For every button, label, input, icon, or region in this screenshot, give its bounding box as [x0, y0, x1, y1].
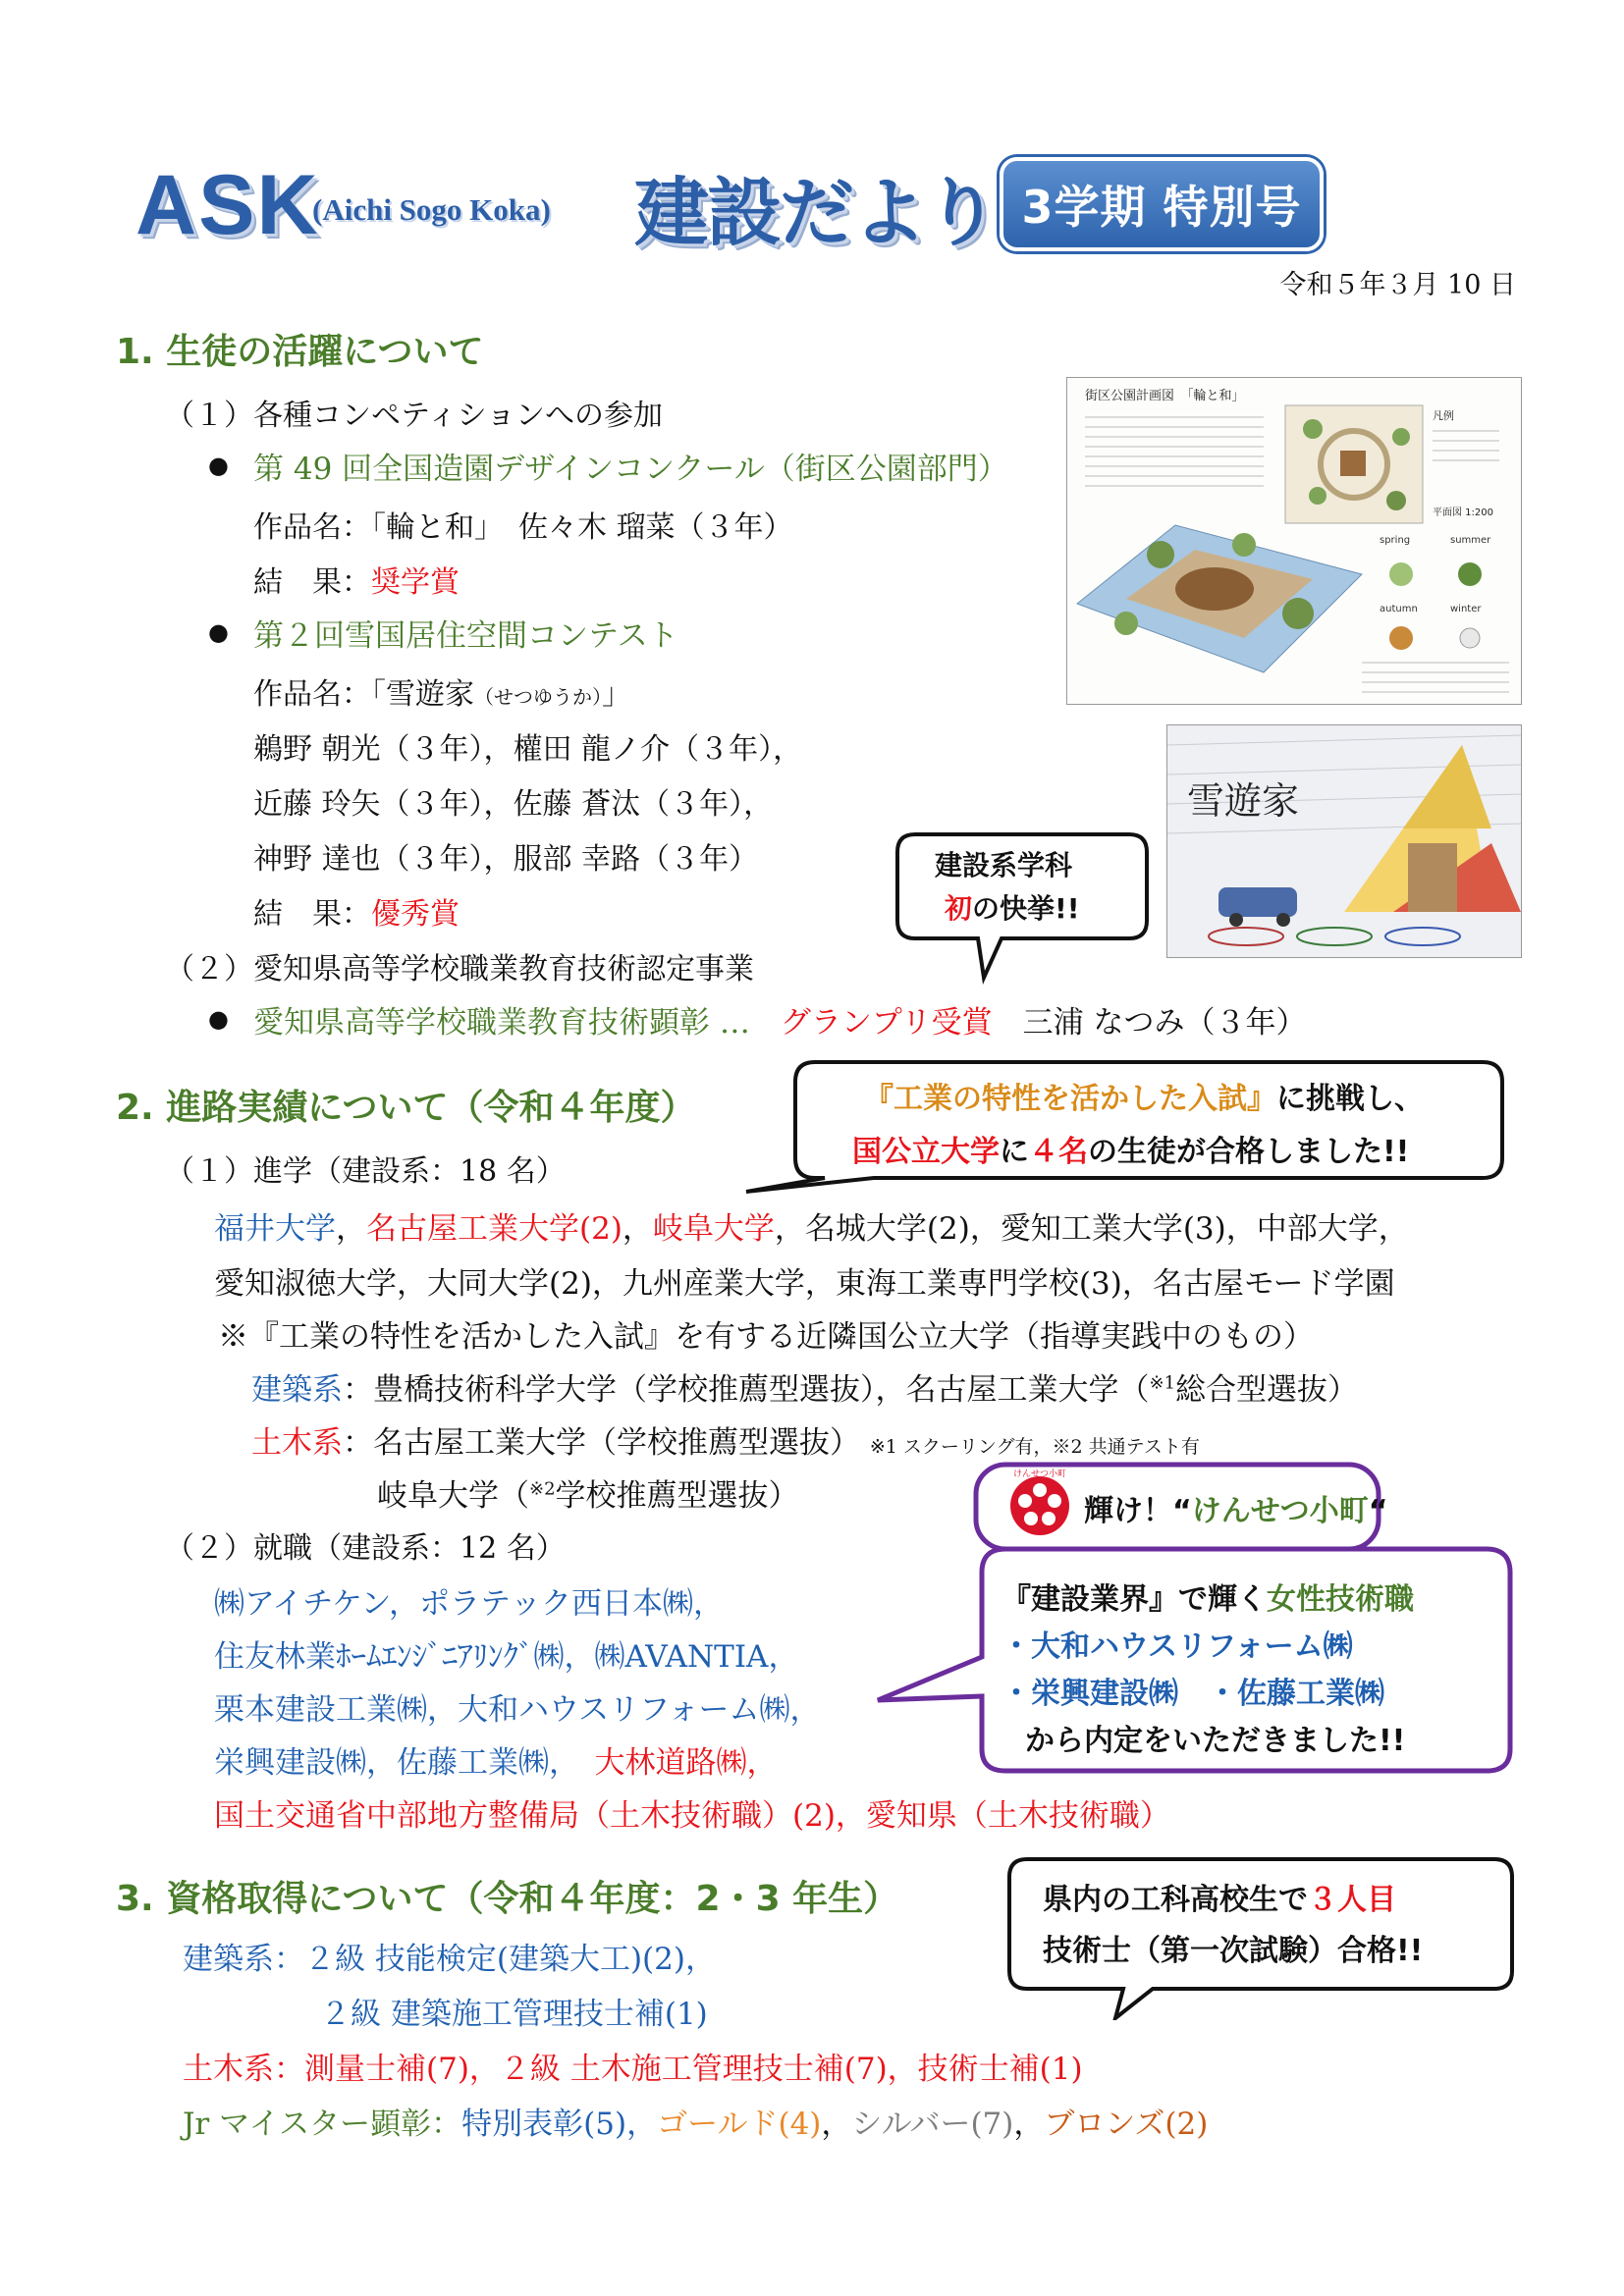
bubble-line2 [945, 887, 1080, 927]
komachi-line2 [1001, 1575, 1414, 1618]
job-line-1: ㈱アイチケン，ポラテック西日本㈱， [214, 1586, 724, 1622]
work-label: 作品名：「雪遊家 [253, 677, 474, 712]
bullet-icon: ● [208, 1005, 229, 1033]
exam-tail: に挑戦し、 [1276, 1082, 1424, 1116]
comp2-members-3: 神野 達也（３年），服部 幸路（３年） [253, 842, 759, 877]
scale-label: 平面図 1:200 [1433, 507, 1493, 518]
legend-title: 凡例 [1433, 409, 1454, 422]
sep: ， [1013, 2107, 1045, 2142]
pe-bubble-line1 [1043, 1875, 1396, 1918]
arch-label: 建築系 [251, 1372, 343, 1408]
sep: ， [336, 1211, 366, 1247]
note-mark: ※2 [529, 1478, 556, 1500]
work-ruby: （せつゆうか） [474, 685, 602, 709]
jobs-red: 大林道路㈱， [594, 1745, 778, 1781]
comp1-title: 第 49 回全国造園デザインコンクール（街区公園部門） [253, 452, 1008, 487]
female-engineers: 女性技術職 [1267, 1582, 1414, 1617]
result-label: 結 果： [253, 897, 371, 932]
exam-bubble-line1 [864, 1074, 1424, 1117]
comp2-members-2: 近藤 玲矢（３年），佐藤 蒼汰（３年）， [253, 787, 774, 822]
section2-sub1: （１）進学（建設系：18 名） [165, 1154, 566, 1189]
award-prize: グランプリ受賞 [780, 1005, 993, 1041]
season-summer: summer [1450, 535, 1491, 546]
award-title: 愛知県高等学校職業教育技術顕彰 … [253, 1005, 750, 1041]
komachi-item-2: ・栄興建設㈱ ・佐藤工業㈱ [1001, 1677, 1384, 1711]
jr-label: Jr マイスター顕彰： [183, 2107, 462, 2142]
uni-gifu: 岐阜大学 [652, 1211, 775, 1247]
exam-passed: の生徒が合格しました!! [1088, 1135, 1410, 1169]
bullet-icon: ● [208, 452, 229, 479]
jr-bronze: ブロンズ(2) [1044, 2107, 1209, 2142]
bubble-line1: 建設系学科 [935, 849, 1073, 881]
season-autumn: autumn [1380, 604, 1418, 614]
sep: ， [821, 2107, 852, 2142]
exam-bubble-line2 [852, 1127, 1409, 1170]
award-name: 三浦 なつみ（３年） [1022, 1005, 1307, 1041]
jr-gold: ゴールド(4) [657, 2107, 822, 2142]
bullet-icon: ● [208, 618, 229, 646]
comp2-title: 第２回雪国居住空間コンテスト [253, 618, 678, 654]
arch-text2: 総合型選抜） [1175, 1372, 1359, 1408]
uni-nitech: 名古屋工業大学(2) [366, 1211, 623, 1247]
national-uni: 国公立大学 [852, 1135, 1000, 1169]
section2-sub2: （２）就職（建設系：12 名） [165, 1531, 566, 1566]
civil-universities-2 [377, 1470, 799, 1515]
komachi-word: けんせつ小町 [1191, 1494, 1369, 1528]
shine-label: 輝け！“ [1084, 1494, 1192, 1528]
komachi-title [1084, 1486, 1387, 1529]
arch-cert-1: ：２級 技能検定(建築大工)(2)， [274, 1942, 716, 1977]
civil-text: ：名古屋工業大学（学校推薦型選抜） [343, 1425, 860, 1461]
quote-close: “ [1368, 1494, 1388, 1528]
figure1-title: 街区公園計画図 「輪と和」 [1085, 389, 1245, 403]
work-close: 」 [602, 677, 631, 712]
section1-heading: 1. 生徒の活躍について [116, 332, 484, 372]
gifu-text2: 学校推薦型選抜） [555, 1478, 799, 1514]
industry-text: 『建設業界』で輝く [1001, 1582, 1267, 1617]
university-line-2: 愛知淑徳大学，大同大学(2)，九州産業大学，東海工業専門学校(3)，名古屋モード学園 [214, 1266, 1395, 1302]
comp2-work [253, 669, 631, 713]
section3-heading: 3. 資格取得について（令和４年度：2・3 年生） [116, 1879, 899, 1919]
jr-silver: シルバー(7) [851, 2107, 1014, 2142]
arch-label: 建築系 [183, 1942, 274, 1977]
civil-label: 土木系 [251, 1425, 343, 1461]
komachi-emblem-icon [1003, 1467, 1076, 1539]
cert-arch-2: ２級 建築施工管理技士補(1) [320, 1997, 708, 2032]
section2-heading: 2. 進路実績について（令和４年度） [116, 1088, 696, 1128]
section1-sub2: （２）愛知県高等学校職業教育技術認定事業 [165, 952, 754, 987]
figure2-title: 雪遊家 [1187, 779, 1300, 823]
gifu-text: 岐阜大学（ [377, 1478, 529, 1514]
job-line-2: 住友林業ﾎｰﾑｴﾝｼﾞﾆｱﾘﾝｸﾞ㈱，㈱AVANTIA， [214, 1639, 799, 1675]
job-line-4 [214, 1737, 778, 1782]
comp1-result [253, 558, 460, 601]
emblem-text: けんせつ小町 [1012, 1469, 1067, 1479]
result-label: 結 果： [253, 565, 371, 600]
sep: ， [622, 1211, 653, 1247]
exam-note: ※『工業の特性を活かした入試』を有する近隣国公立大学（指導実践中のもの） [218, 1319, 1314, 1355]
issue-date: 令和５年３月 10 日 [1279, 270, 1516, 300]
jr-special: 特別表彰(5)， [461, 2107, 658, 2142]
comp1-prize: 奨学賞 [371, 565, 460, 600]
civil-footnote: ※1 スクーリング有，※2 共通テスト有 [869, 1436, 1200, 1458]
komachi-item-1: ・大和ハウスリフォーム㈱ [1001, 1629, 1353, 1664]
particle: に [1000, 1135, 1029, 1169]
snow-house-image [1166, 724, 1522, 958]
job-line-3: 栗本建設工業㈱，大和ハウスリフォーム㈱， [214, 1692, 821, 1728]
comp2-result [253, 889, 460, 933]
title-subtitle: (Aichi Sogo Koka) [312, 192, 551, 227]
first-word: 初 [945, 892, 973, 925]
comp1-work: 作品名：「輪と和」 佐々木 瑠菜（３年） [253, 510, 793, 545]
comp2-members-1: 鵜野 朝光（３年），權田 龍ノ介（３年）， [253, 732, 803, 767]
note-mark: ※1 [1149, 1372, 1176, 1394]
third-person: ３人目 [1308, 1883, 1396, 1917]
arch-text: ：豊橋技術科学大学（学校推薦型選抜），名古屋工業大学（ [343, 1372, 1150, 1408]
job-line-5: 国土交通省中部地方整備局（土木技術職）(2)，愛知県（土木技術職） [214, 1798, 1170, 1834]
park-design-image [1066, 377, 1522, 705]
komachi-line-end: から内定をいただきました!! [1025, 1724, 1406, 1758]
cert-arch-1 [183, 1934, 716, 1978]
season-winter: winter [1450, 604, 1482, 614]
pe-text: 県内の工科高校生で [1043, 1883, 1308, 1917]
uni-fukui: 福井大学 [214, 1211, 336, 1247]
uni-others: ，名城大学(2)，愛知工業大学(3)，中部大学， [774, 1211, 1409, 1247]
season-spring: spring [1380, 535, 1411, 546]
section1-sub1: （１）各種コンペティションへの参加 [165, 399, 663, 433]
title-ask: ASK [135, 158, 320, 252]
title-main: 建設だより [634, 169, 998, 256]
arch-universities [251, 1364, 1358, 1409]
cert-civil: 土木系：測量士補(7)，２級 土木施工管理技士補(7)，技術士補(1) [183, 2052, 1083, 2087]
jr-meister [183, 2099, 1208, 2143]
issue-badge: 3学期 特別号 [1000, 157, 1324, 251]
award-line [253, 997, 1306, 1041]
university-line-1 [214, 1203, 1409, 1248]
jobs-blue: 栄興建設㈱，佐藤工業㈱， [214, 1745, 565, 1781]
achievement-word: の快挙!! [972, 892, 1080, 925]
pe-bubble-line2: 技術士（第一次試験）合格!! [1043, 1934, 1424, 1968]
exam-name: 『工業の特性を活かした入試』 [864, 1082, 1276, 1116]
comp2-prize: 優秀賞 [371, 897, 460, 932]
four-students: ４名 [1029, 1135, 1088, 1169]
